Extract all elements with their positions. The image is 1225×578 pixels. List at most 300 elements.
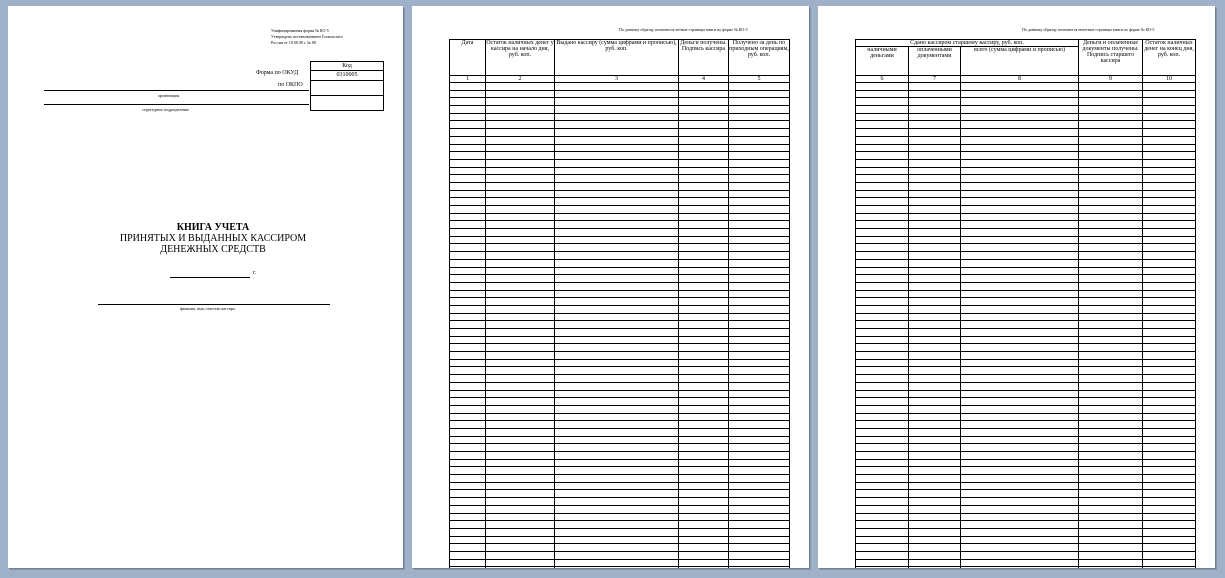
table-row xyxy=(450,213,790,221)
title-page xyxy=(8,6,403,568)
table-row xyxy=(450,129,790,137)
table-cell xyxy=(555,344,679,352)
table-cell xyxy=(909,206,961,214)
table-cell xyxy=(729,544,790,552)
table-cell xyxy=(450,190,486,198)
table-row xyxy=(856,544,1196,552)
table-cell xyxy=(679,190,729,198)
table-cell xyxy=(486,129,555,137)
table-cell xyxy=(555,475,679,483)
table-cell xyxy=(450,167,486,175)
table-cell xyxy=(1143,144,1196,152)
table-cell xyxy=(729,336,790,344)
table-cell xyxy=(1143,513,1196,521)
table-cell xyxy=(679,536,729,544)
table-cell xyxy=(1079,359,1143,367)
table-row xyxy=(450,244,790,252)
table-cell xyxy=(486,459,555,467)
table-cell xyxy=(486,267,555,275)
table-cell xyxy=(856,567,909,568)
table-cell xyxy=(450,375,486,383)
table-cell xyxy=(450,528,486,536)
table-cell xyxy=(555,521,679,529)
table-cell xyxy=(486,551,555,559)
table-cell xyxy=(729,459,790,467)
table-cell xyxy=(450,282,486,290)
table-cell xyxy=(856,90,909,98)
table-cell xyxy=(555,490,679,498)
table-row xyxy=(856,98,1196,106)
table-cell xyxy=(486,444,555,452)
table-cell xyxy=(909,436,961,444)
table-cell xyxy=(856,528,909,536)
table-cell xyxy=(856,421,909,429)
table-cell xyxy=(1143,313,1196,321)
table-cell xyxy=(1079,444,1143,452)
column-number: 8 xyxy=(961,76,1079,83)
table-row xyxy=(450,544,790,552)
table-cell xyxy=(1079,536,1143,544)
table-cell xyxy=(856,359,909,367)
table-cell xyxy=(1143,390,1196,398)
table-row xyxy=(856,298,1196,306)
table-cell xyxy=(961,421,1079,429)
table-cell xyxy=(450,390,486,398)
table-cell xyxy=(1143,528,1196,536)
column-number: 7 xyxy=(909,76,961,83)
table-cell xyxy=(679,551,729,559)
table-cell xyxy=(961,452,1079,460)
table-cell xyxy=(486,405,555,413)
table-cell xyxy=(679,136,729,144)
table-cell xyxy=(856,344,909,352)
table-cell xyxy=(486,175,555,183)
table-cell xyxy=(679,129,729,137)
table-cell xyxy=(450,90,486,98)
table-cell xyxy=(679,490,729,498)
table-cell xyxy=(1143,367,1196,375)
table-cell xyxy=(961,221,1079,229)
table-cell xyxy=(555,559,679,567)
table-cell xyxy=(486,467,555,475)
table-cell xyxy=(1079,229,1143,237)
column-header: оплаченными документами xyxy=(909,47,961,76)
table-cell xyxy=(729,129,790,137)
table-cell xyxy=(729,475,790,483)
table-row xyxy=(450,90,790,98)
table-cell xyxy=(1143,182,1196,190)
table-row xyxy=(450,252,790,260)
table-row xyxy=(450,513,790,521)
table-cell xyxy=(1143,298,1196,306)
table-cell xyxy=(729,152,790,160)
table-cell xyxy=(486,413,555,421)
table-cell xyxy=(486,544,555,552)
table-cell xyxy=(450,344,486,352)
table-cell xyxy=(1079,159,1143,167)
table-cell xyxy=(909,513,961,521)
table-cell xyxy=(450,459,486,467)
table-cell xyxy=(909,106,961,114)
table-cell xyxy=(555,198,679,206)
table-cell xyxy=(450,359,486,367)
table-cell xyxy=(450,413,486,421)
table-cell xyxy=(961,290,1079,298)
table-cell xyxy=(909,505,961,513)
table-cell xyxy=(679,229,729,237)
table-row xyxy=(450,567,790,568)
table-row xyxy=(450,536,790,544)
table-cell xyxy=(961,167,1079,175)
table-cell xyxy=(1079,298,1143,306)
table-cell xyxy=(450,475,486,483)
table-cell xyxy=(1143,83,1196,91)
table-row xyxy=(450,113,790,121)
table-cell xyxy=(1143,398,1196,406)
table-cell xyxy=(1079,498,1143,506)
column-number: 3 xyxy=(555,76,679,83)
table-cell xyxy=(1143,252,1196,260)
table-cell xyxy=(856,252,909,260)
table-cell xyxy=(679,567,729,568)
table-cell xyxy=(729,513,790,521)
table-cell xyxy=(555,252,679,260)
table-cell xyxy=(1143,244,1196,252)
table-cell xyxy=(486,206,555,214)
table-row xyxy=(856,244,1196,252)
table-cell xyxy=(486,475,555,483)
table-cell xyxy=(856,305,909,313)
table-cell xyxy=(450,159,486,167)
table-cell xyxy=(555,298,679,306)
table-row xyxy=(450,167,790,175)
table-cell xyxy=(909,321,961,329)
table-cell xyxy=(555,144,679,152)
table-cell xyxy=(486,352,555,360)
table-cell xyxy=(679,182,729,190)
table-cell xyxy=(909,459,961,467)
table-cell xyxy=(450,290,486,298)
table-cell xyxy=(961,482,1079,490)
table-row xyxy=(450,298,790,306)
table-cell xyxy=(1079,428,1143,436)
table-cell xyxy=(856,190,909,198)
table-cell xyxy=(450,398,486,406)
table-cell xyxy=(450,313,486,321)
table-cell xyxy=(856,444,909,452)
table-row xyxy=(450,390,790,398)
table-cell xyxy=(450,567,486,568)
table-cell xyxy=(1079,98,1143,106)
table-cell xyxy=(909,282,961,290)
table-cell xyxy=(486,305,555,313)
table-cell xyxy=(555,551,679,559)
table-row xyxy=(450,344,790,352)
table-cell xyxy=(450,544,486,552)
table-row xyxy=(856,144,1196,152)
table-row xyxy=(450,152,790,160)
table-cell xyxy=(679,159,729,167)
table-cell xyxy=(729,136,790,144)
column-number: 10 xyxy=(1143,76,1196,83)
table-cell xyxy=(450,259,486,267)
table-row xyxy=(856,329,1196,337)
table-cell xyxy=(486,236,555,244)
table-cell xyxy=(450,428,486,436)
table-cell xyxy=(961,236,1079,244)
table-cell xyxy=(555,290,679,298)
table-cell xyxy=(486,390,555,398)
table-cell xyxy=(679,167,729,175)
table-cell xyxy=(1079,352,1143,360)
table-cell xyxy=(856,298,909,306)
table-cell xyxy=(909,221,961,229)
table-cell xyxy=(856,513,909,521)
table-cell xyxy=(450,367,486,375)
title-line: ДЕНЕЖНЫХ СРЕДСТВ xyxy=(160,244,266,255)
table-row xyxy=(450,329,790,337)
table-cell xyxy=(1143,475,1196,483)
table-cell xyxy=(1079,398,1143,406)
table-cell xyxy=(856,521,909,529)
table-cell xyxy=(961,267,1079,275)
table-cell xyxy=(1143,305,1196,313)
table-row xyxy=(856,159,1196,167)
okpo-label: по ОКПО xyxy=(278,82,303,88)
table-row xyxy=(856,305,1196,313)
table-row xyxy=(450,267,790,275)
table-cell xyxy=(856,482,909,490)
table-cell xyxy=(679,444,729,452)
table-cell xyxy=(679,275,729,283)
table-cell xyxy=(1079,544,1143,552)
table-row xyxy=(450,459,790,467)
table-cell xyxy=(450,559,486,567)
table-cell xyxy=(555,336,679,344)
table-cell xyxy=(679,513,729,521)
table-cell xyxy=(1079,336,1143,344)
table-cell xyxy=(679,83,729,91)
table-cell xyxy=(486,521,555,529)
table-cell xyxy=(961,405,1079,413)
table-cell xyxy=(729,213,790,221)
table-cell xyxy=(679,459,729,467)
table-cell xyxy=(729,175,790,183)
table-cell xyxy=(909,551,961,559)
table-cell xyxy=(450,252,486,260)
table-cell xyxy=(961,359,1079,367)
table-row xyxy=(856,367,1196,375)
table-row xyxy=(856,436,1196,444)
table-row xyxy=(856,182,1196,190)
table-cell xyxy=(679,267,729,275)
cashier-line xyxy=(98,304,330,305)
receipts-table xyxy=(449,39,790,568)
table-cell xyxy=(450,98,486,106)
table-cell xyxy=(729,521,790,529)
table-cell xyxy=(729,536,790,544)
table-cell xyxy=(1079,144,1143,152)
table-cell xyxy=(1079,367,1143,375)
table-row xyxy=(450,405,790,413)
table-cell xyxy=(961,121,1079,129)
table-cell xyxy=(450,536,486,544)
table-cell xyxy=(1143,321,1196,329)
table-cell xyxy=(909,182,961,190)
table-cell xyxy=(679,428,729,436)
table-cell xyxy=(1079,213,1143,221)
odd-page-note: По данному образцу печатаются нечетные страницы книги по форме № КО-5 xyxy=(1022,27,1155,32)
table-cell xyxy=(1079,275,1143,283)
table-cell xyxy=(1079,475,1143,483)
table-cell xyxy=(909,482,961,490)
table-row xyxy=(856,405,1196,413)
table-cell xyxy=(450,551,486,559)
table-cell xyxy=(909,382,961,390)
table-cell xyxy=(1079,136,1143,144)
table-cell xyxy=(729,567,790,568)
table-cell xyxy=(679,236,729,244)
table-cell xyxy=(486,505,555,513)
table-cell xyxy=(856,413,909,421)
table-cell xyxy=(961,213,1079,221)
table-cell xyxy=(961,106,1079,114)
table-row xyxy=(856,521,1196,529)
table-cell xyxy=(1079,290,1143,298)
table-cell xyxy=(450,206,486,214)
table-cell xyxy=(1079,382,1143,390)
table-cell xyxy=(679,121,729,129)
table-cell xyxy=(729,259,790,267)
table-cell xyxy=(679,336,729,344)
table-row xyxy=(450,236,790,244)
table-cell xyxy=(555,367,679,375)
even-page-note: По данному образцу печатаются четные страницы книги по форме № КО-5 xyxy=(619,27,748,32)
organization-caption: организация xyxy=(158,93,180,98)
table-cell xyxy=(909,421,961,429)
table-cell xyxy=(1143,198,1196,206)
table-cell xyxy=(961,352,1079,360)
table-cell xyxy=(1079,206,1143,214)
table-row xyxy=(450,221,790,229)
table-cell xyxy=(1079,551,1143,559)
table-row xyxy=(856,336,1196,344)
table-cell xyxy=(555,505,679,513)
table-cell xyxy=(961,336,1079,344)
table-cell xyxy=(729,98,790,106)
table-cell xyxy=(856,559,909,567)
table-cell xyxy=(961,252,1079,260)
table-cell xyxy=(450,129,486,137)
table-cell xyxy=(909,536,961,544)
table-cell xyxy=(729,305,790,313)
table-cell xyxy=(555,275,679,283)
table-cell xyxy=(729,444,790,452)
approval-line: Унифицированная форма № КО-5 xyxy=(271,28,329,33)
table-cell xyxy=(961,544,1079,552)
table-cell xyxy=(1079,282,1143,290)
table-cell xyxy=(1079,344,1143,352)
table-cell xyxy=(729,290,790,298)
table-cell xyxy=(679,467,729,475)
table-cell xyxy=(450,175,486,183)
table-cell xyxy=(961,344,1079,352)
table-cell xyxy=(555,482,679,490)
table-cell xyxy=(486,536,555,544)
table-row xyxy=(450,282,790,290)
table-cell xyxy=(555,229,679,237)
column-header: Выдано кассиру (сумма цифрами и прописью), руб. коп. xyxy=(555,40,679,76)
table-cell xyxy=(909,90,961,98)
table-cell xyxy=(1079,405,1143,413)
table-row xyxy=(450,275,790,283)
table-cell xyxy=(1079,121,1143,129)
table-cell xyxy=(856,436,909,444)
table-cell xyxy=(961,505,1079,513)
table-cell xyxy=(856,313,909,321)
table-row xyxy=(450,413,790,421)
table-cell xyxy=(909,428,961,436)
table-cell xyxy=(486,244,555,252)
table-cell xyxy=(486,198,555,206)
table-row xyxy=(450,336,790,344)
table-cell xyxy=(555,121,679,129)
column-header: Остаток наличных денег на конец дня, руб. коп. xyxy=(1143,40,1196,76)
table-cell xyxy=(729,190,790,198)
table-row xyxy=(450,452,790,460)
title-line: КНИГА УЧЕТА xyxy=(176,222,250,233)
table-cell xyxy=(1143,467,1196,475)
table-cell xyxy=(1079,321,1143,329)
table-row xyxy=(856,106,1196,114)
table-cell xyxy=(856,352,909,360)
table-row xyxy=(856,221,1196,229)
table-row xyxy=(856,390,1196,398)
table-cell xyxy=(486,229,555,237)
table-cell xyxy=(729,282,790,290)
table-cell xyxy=(450,298,486,306)
table-row xyxy=(450,229,790,237)
table-row xyxy=(450,290,790,298)
table-cell xyxy=(1079,313,1143,321)
table-cell xyxy=(729,221,790,229)
table-cell xyxy=(909,329,961,337)
table-cell xyxy=(486,182,555,190)
table-cell xyxy=(961,475,1079,483)
table-row xyxy=(856,352,1196,360)
table-cell xyxy=(856,367,909,375)
table-cell xyxy=(909,229,961,237)
table-cell xyxy=(679,398,729,406)
table-cell xyxy=(555,244,679,252)
table-cell xyxy=(856,213,909,221)
table-cell xyxy=(1143,175,1196,183)
table-cell xyxy=(729,198,790,206)
table-row xyxy=(450,175,790,183)
table-cell xyxy=(486,559,555,567)
table-row xyxy=(856,259,1196,267)
table-cell xyxy=(856,229,909,237)
table-row xyxy=(856,452,1196,460)
handover-table xyxy=(855,39,1196,568)
table-cell xyxy=(1143,559,1196,567)
table-cell xyxy=(856,167,909,175)
table-cell xyxy=(450,182,486,190)
table-cell xyxy=(1143,551,1196,559)
table-row xyxy=(856,513,1196,521)
table-cell xyxy=(909,113,961,121)
table-cell xyxy=(555,83,679,91)
